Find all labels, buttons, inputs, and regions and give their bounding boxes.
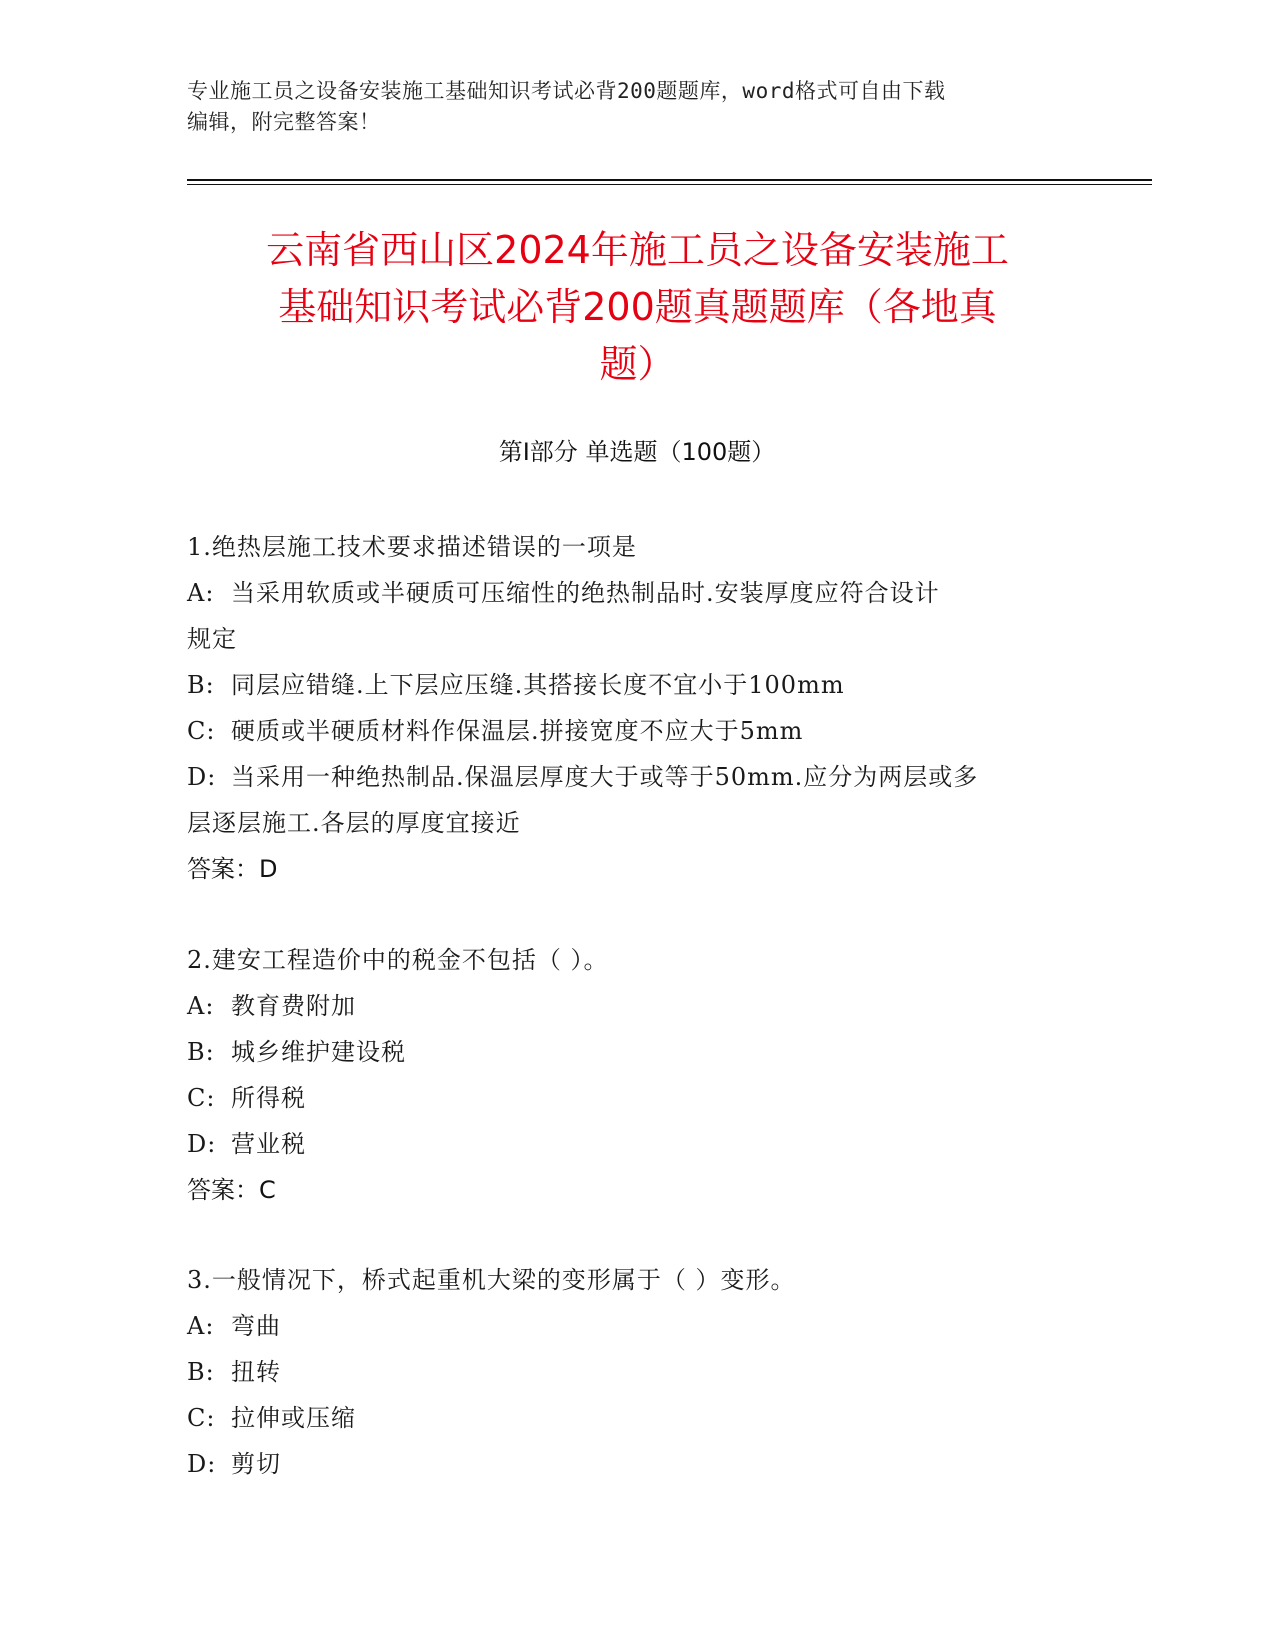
option-key: B: [187, 1358, 215, 1386]
option-text: 剪切 [231, 1450, 281, 1478]
question-option [187, 1303, 1087, 1349]
option-text: 弯曲 [231, 1312, 281, 1340]
option-key: C: [187, 717, 216, 745]
option-key: A: [187, 579, 215, 607]
option-text: 所得税 [231, 1084, 306, 1112]
option-text: 当采用一种绝热制品.保温层厚度大于或等于50mm.应分为两层或多 [231, 763, 979, 791]
option-key: C: [187, 1084, 216, 1112]
document-title [150, 222, 1125, 393]
question-answer: 答案：C [187, 1176, 276, 1204]
question-option [187, 570, 1087, 616]
document-title-line: 基础知识考试必背200题真题题库（各地真 [278, 285, 997, 329]
question-option [187, 1349, 1087, 1395]
question-option [187, 983, 1087, 1029]
header-note-line: 专业施工员之设备安装施工基础知识考试必背200题题库，word格式可自由下载 [187, 79, 946, 103]
question-option [187, 1441, 1087, 1487]
option-text-continued: 层逐层施工.各层的厚度宜接近 [187, 809, 521, 837]
option-text: 硬质或半硬质材料作保温层.拼接宽度不应大于5mm [231, 717, 804, 745]
option-text: 教育费附加 [231, 992, 356, 1020]
question-stem: 3.一般情况下，桥式起重机大梁的变形属于（ ）变形。 [187, 1266, 796, 1294]
option-key: D: [187, 763, 217, 791]
question-option [187, 662, 1087, 708]
option-key: A: [187, 1312, 215, 1340]
option-text: 扭转 [231, 1358, 281, 1386]
option-text: 同层应错缝.上下层应压缝.其搭接长度不宜小于100mm [231, 671, 845, 699]
option-key: D: [187, 1130, 217, 1158]
question-option [187, 1029, 1087, 1075]
header-note [187, 76, 1087, 138]
question-option [187, 754, 1087, 800]
question-option [187, 1075, 1087, 1121]
section-title: 第I部分 单选题（100题） [498, 438, 776, 466]
question-option [187, 1395, 1087, 1441]
question-item [187, 524, 1087, 892]
question-stem: 2.建安工程造价中的税金不包括（ ）。 [187, 946, 609, 974]
option-text-continued: 规定 [187, 625, 237, 653]
header-divider [187, 184, 1152, 185]
document-title-line: 云南省西山区2024年施工员之设备安装施工 [266, 228, 1009, 272]
question-option [187, 708, 1087, 754]
option-text: 当采用软质或半硬质可压缩性的绝热制品时.安装厚度应符合设计 [231, 579, 940, 607]
option-key: C: [187, 1404, 216, 1432]
option-key: B: [187, 671, 215, 699]
option-key: B: [187, 1038, 215, 1066]
document-title-line: 题） [599, 342, 676, 386]
question-option [187, 1121, 1087, 1167]
question-stem: 1.绝热层施工技术要求描述错误的一项是 [187, 533, 637, 561]
header-divider [187, 179, 1152, 181]
question-item [187, 1257, 1087, 1487]
question-item [187, 937, 1087, 1213]
option-text: 拉伸或压缩 [231, 1404, 356, 1432]
question-answer: 答案：D [187, 855, 278, 883]
option-text: 城乡维护建设税 [231, 1038, 406, 1066]
option-key: D: [187, 1450, 217, 1478]
option-key: A: [187, 992, 215, 1020]
option-text: 营业税 [231, 1130, 306, 1158]
header-note-line: 编辑，附完整答案！ [187, 110, 381, 134]
